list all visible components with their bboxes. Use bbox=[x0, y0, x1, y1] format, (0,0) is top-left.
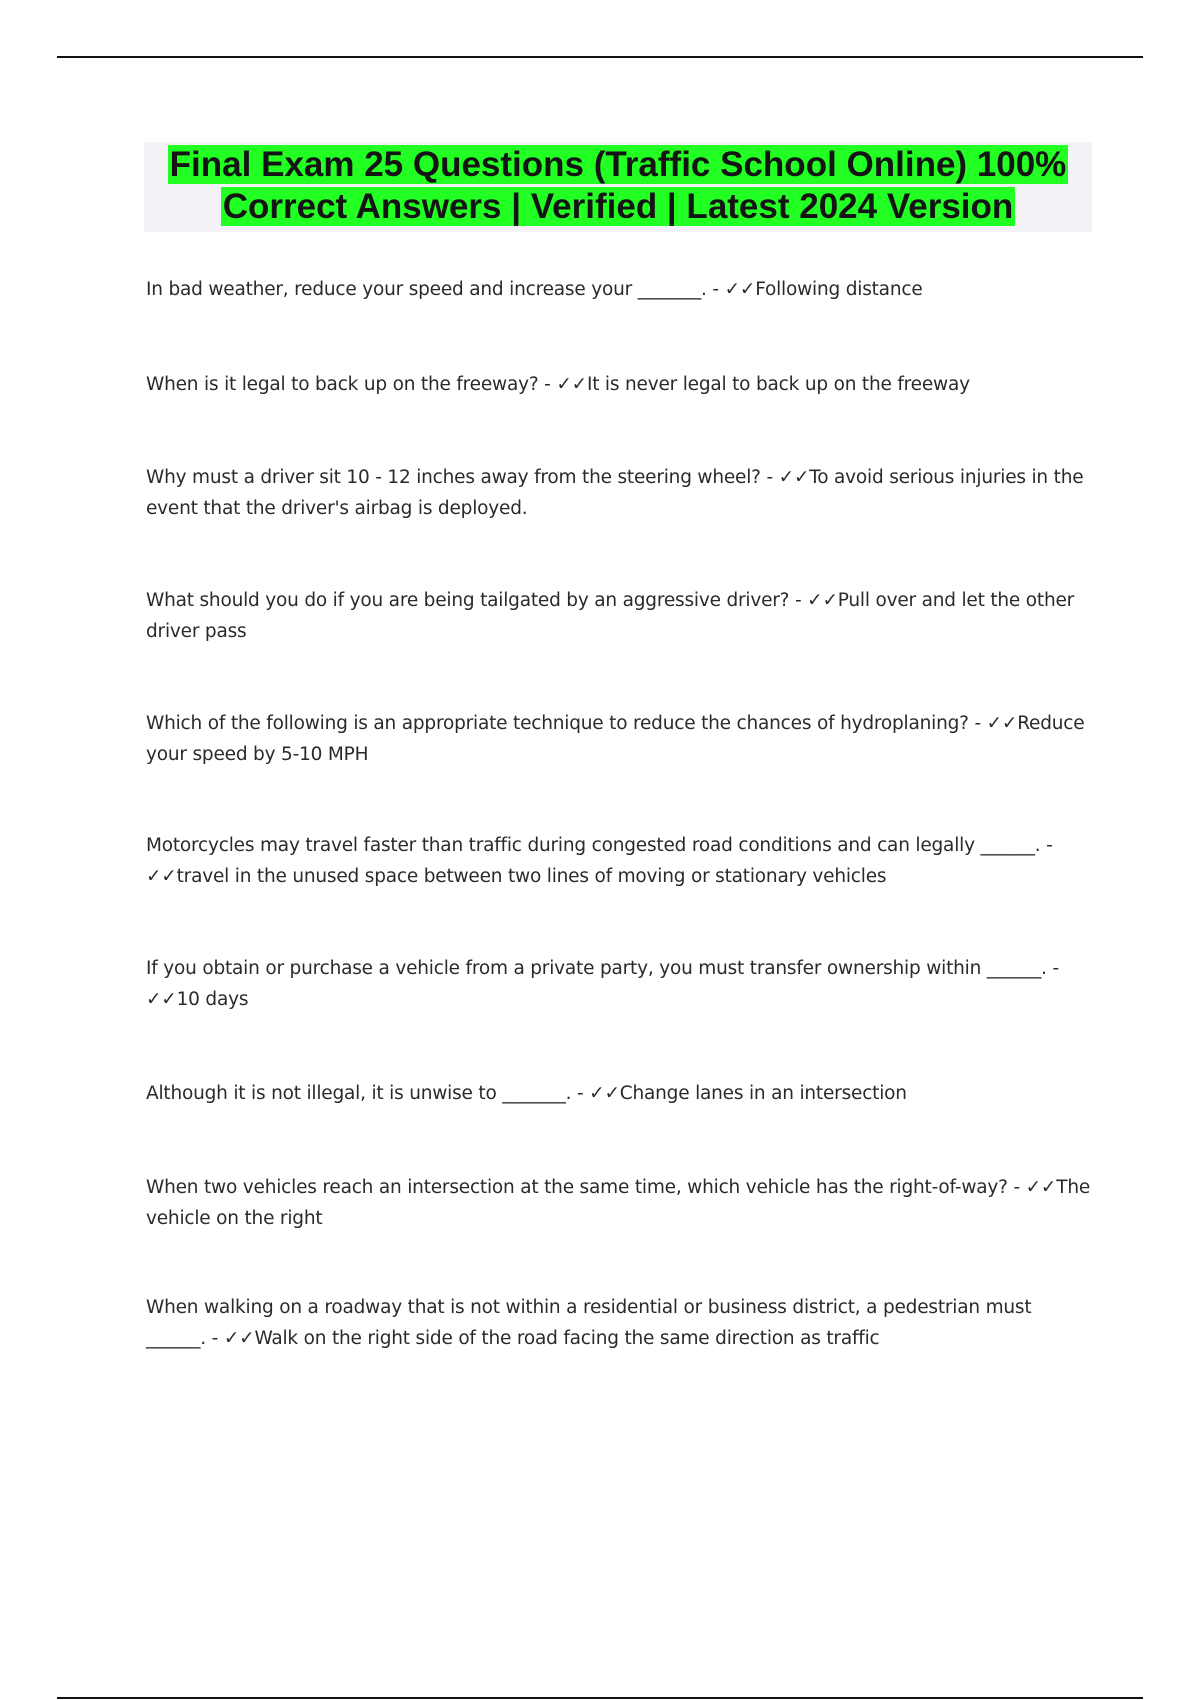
separator: - bbox=[571, 1083, 590, 1104]
answer-text: Reduce your speed by 5-10 MPH bbox=[146, 713, 1085, 765]
check-icon: ✓✓ bbox=[556, 374, 587, 395]
separator: - bbox=[968, 713, 987, 734]
title-line-1: Final Exam 25 Questions (Traffic School Online) 100% bbox=[169, 145, 1067, 184]
question-text: In bad weather, reduce your speed and increase your _______. bbox=[146, 279, 707, 300]
separator: - bbox=[760, 467, 779, 488]
check-icon: ✓✓ bbox=[223, 1328, 255, 1349]
check-icon: ✓✓ bbox=[146, 989, 177, 1010]
question-text: When walking on a roadway that is not within a residential or business district, a pedestrian must ______. bbox=[146, 1297, 1032, 1349]
separator: - bbox=[1040, 835, 1053, 856]
document-title bbox=[144, 142, 1092, 232]
qa-item-4 bbox=[146, 585, 1092, 647]
qa-item-5 bbox=[146, 708, 1092, 770]
title-line-2: Correct Answers | Verified | Latest 2024 Version bbox=[222, 187, 1014, 226]
question-text: Although it is not illegal, it is unwise to _______. bbox=[146, 1083, 572, 1104]
answer-text: Following distance bbox=[755, 279, 923, 300]
answer-text: travel in the unused space between two lines of moving or stationary vehicles bbox=[176, 866, 887, 887]
question-text: When two vehicles reach an intersection at the same time, which vehicle has the right-of-way? bbox=[146, 1177, 1008, 1198]
answer-text: It is never legal to back up on the freeway bbox=[586, 374, 970, 395]
qa-item-1 bbox=[146, 274, 1092, 305]
check-icon: ✓✓ bbox=[986, 713, 1018, 734]
answer-text: To avoid serious injuries in the event that the driver's airbag is deployed. bbox=[146, 467, 1084, 519]
qa-item-2 bbox=[146, 369, 1092, 400]
answer-text: The vehicle on the right bbox=[146, 1177, 1091, 1229]
separator: - bbox=[706, 279, 725, 300]
bottom-divider bbox=[57, 1697, 1143, 1699]
qa-item-8 bbox=[146, 1078, 1092, 1109]
separator: - bbox=[205, 1328, 224, 1349]
top-divider bbox=[57, 56, 1143, 58]
check-icon: ✓✓ bbox=[589, 1083, 620, 1104]
qa-item-3 bbox=[146, 462, 1092, 524]
separator: - bbox=[1046, 958, 1059, 979]
separator: - bbox=[538, 374, 557, 395]
answer-text: Pull over and let the other driver pass bbox=[146, 590, 1075, 642]
question-text: What should you do if you are being tailgated by an aggressive driver? bbox=[146, 590, 790, 611]
check-icon: ✓✓ bbox=[146, 866, 177, 887]
question-text: Why must a driver sit 10 - 12 inches away from the steering wheel? bbox=[146, 467, 761, 488]
check-icon: ✓✓ bbox=[778, 467, 810, 488]
question-text: When is it legal to back up on the freeway? bbox=[146, 374, 539, 395]
qa-item-6 bbox=[146, 830, 1092, 892]
answer-text: Change lanes in an intersection bbox=[619, 1083, 907, 1104]
answer-text: 10 days bbox=[176, 989, 249, 1010]
separator: - bbox=[789, 590, 808, 611]
check-icon: ✓✓ bbox=[1025, 1177, 1057, 1198]
answer-text: Walk on the right side of the road facing the same direction as traffic bbox=[254, 1328, 880, 1349]
qa-item-9 bbox=[146, 1172, 1092, 1234]
check-icon: ✓✓ bbox=[807, 590, 838, 611]
question-text: Motorcycles may travel faster than traffic during congested road conditions and can legally ______. bbox=[146, 835, 1041, 856]
separator: - bbox=[1007, 1177, 1026, 1198]
check-icon: ✓✓ bbox=[724, 279, 756, 300]
question-text: Which of the following is an appropriate technique to reduce the chances of hydroplaning? bbox=[146, 713, 969, 734]
qa-item-10 bbox=[146, 1292, 1092, 1354]
qa-item-7 bbox=[146, 953, 1092, 1015]
question-text: If you obtain or purchase a vehicle from a private party, you must transfer ownership within ______. bbox=[146, 958, 1047, 979]
